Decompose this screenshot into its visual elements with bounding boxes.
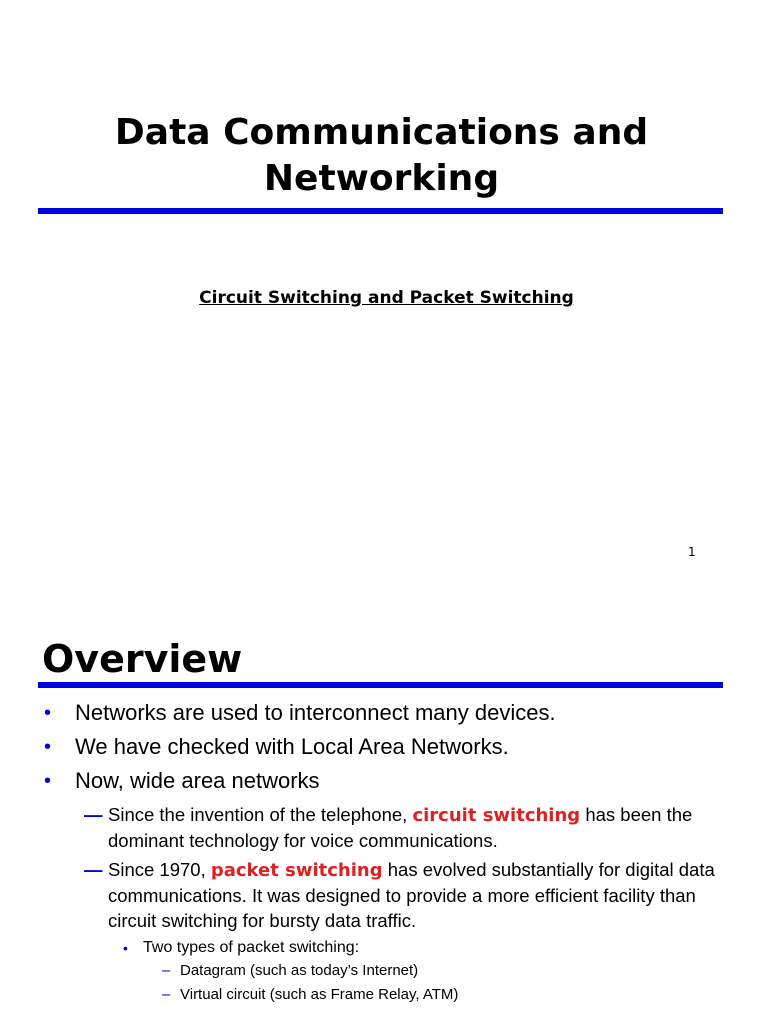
slide-title [40,110,723,202]
overview-slide [0,588,768,1024]
level4-bullet-text: Datagram (such as today’s Internet) [180,962,419,979]
page-number: 1 [688,545,696,559]
bullet-item [0,764,768,798]
level3-bullet-item [0,937,768,959]
sub-bullet-item [0,802,768,853]
bullet-dot-icon: • [44,702,52,724]
title-divider [38,208,723,214]
sub-bullet-text: Since the invention of the telephone, [108,804,408,825]
sub-bullet-text: Since 1970, [108,859,206,880]
slide-title: Overview [42,637,243,681]
bullet-text: We have checked with Local Area Networks. [75,734,509,759]
sub-bullet-text: has evolved substantially for digital data communications. It was designed to provide a more efficient facility than circuit switching for bursty data traffic. [108,859,715,931]
bullet-dot-icon: • [123,940,128,956]
highlight-term: circuit switching [412,805,581,826]
sub-bullet-text: has been the dominant technology for voice communications. [108,804,693,851]
slide-subtitle: Circuit Switching and Packet Switching [199,288,574,308]
en-dash-icon: – [162,986,171,1003]
bullet-list [0,696,768,1007]
level4-bullet-text: Virtual circuit (such as Frame Relay, ATM) [180,986,459,1003]
em-dash-icon: — [84,859,103,880]
slide-title-line-2: Networking [263,158,500,199]
sub-bullet-item [0,857,768,933]
en-dash-icon: – [162,962,171,979]
bullet-text: Networks are used to interconnect many devices. [75,700,556,725]
slide-title-line-1: Data Communications and [114,112,649,153]
bullet-item [0,696,768,730]
bullet-dot-icon: • [44,770,52,792]
bullet-dot-icon: • [44,736,52,758]
bullet-text: Now, wide area networks [75,768,320,793]
bullet-item [0,730,768,764]
em-dash-icon: — [84,804,103,825]
highlight-term: packet switching [210,860,383,881]
level3-bullet-text: Two types of packet switching: [143,939,360,956]
level4-bullet-item [0,983,768,1007]
title-divider [38,682,723,688]
level4-bullet-item [0,959,768,983]
